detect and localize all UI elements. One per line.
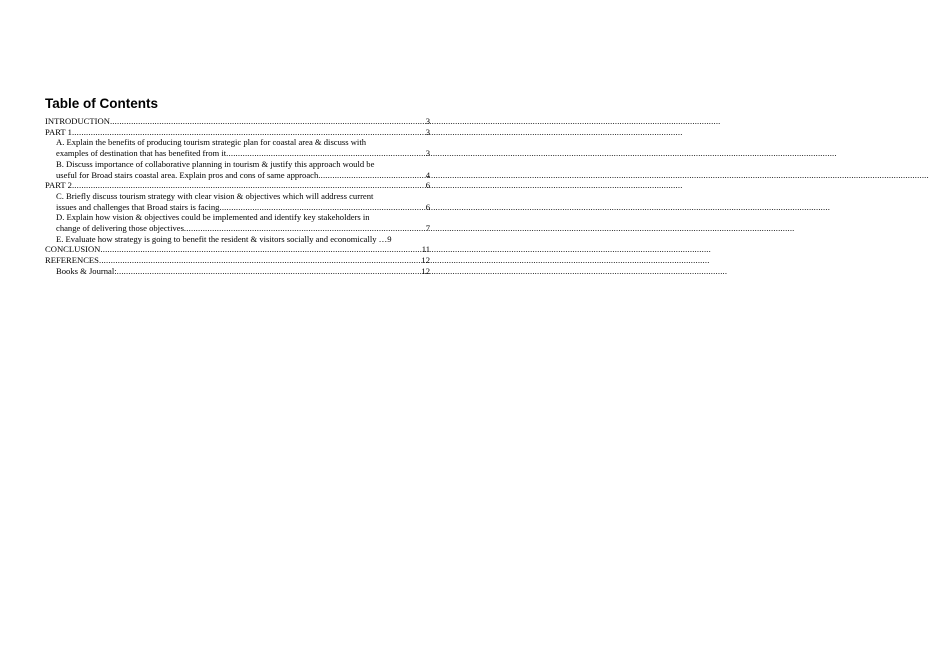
toc-entry-conclusion[interactable] [45, 244, 430, 255]
toc-entry-text: PART 1 [45, 126, 72, 137]
toc-entry-references[interactable] [45, 255, 430, 266]
dot-leader [72, 180, 426, 191]
toc-page-number: 12 [421, 265, 430, 276]
toc-entry-section-b[interactable] [45, 159, 430, 180]
toc-entry-section-d[interactable] [45, 212, 430, 233]
toc-entry-text: useful for Broad stairs coastal area. Explain pros and cons of same approach [56, 169, 319, 180]
toc-page-number: 9 [387, 233, 392, 244]
toc-entry-section-e[interactable] [45, 234, 430, 245]
toc-page-number: 6 [425, 180, 430, 191]
toc-entry-text: CONCLUSION [45, 244, 101, 255]
dot-leader [117, 266, 422, 277]
dot-leader [318, 170, 425, 181]
dot-leader [100, 244, 421, 255]
toc-page-number: 11 [421, 244, 430, 255]
toc-entry-text-line: C. Briefly discuss tourism strategy with clear vision & objectives which will address current [56, 190, 374, 201]
toc-entry-text-line: B. Discuss importance of collaborative planning in tourism & justify this approach would be [56, 158, 375, 169]
dot-leader [99, 255, 421, 266]
toc-entry-text: INTRODUCTION [45, 116, 110, 126]
toc-entry-text: PART 2 [45, 180, 72, 191]
table-of-contents [45, 96, 430, 277]
toc-page-number: 6 [425, 201, 430, 212]
toc-entry-text: examples of destination that has benefited from it [56, 148, 227, 159]
toc-entry-introduction[interactable] [45, 116, 430, 127]
dot-leader [226, 148, 426, 159]
toc-entry-text: change of delivering those objectives [56, 223, 184, 234]
toc-entry-books-journal[interactable] [45, 266, 430, 277]
toc-page-number: 7 [425, 223, 430, 234]
toc-entry-text-line: D. Explain how vision & objectives could be implemented and identify key stakeholders in [56, 212, 370, 223]
toc-page-number: 4 [425, 169, 430, 180]
toc-entry-text: Books & Journal: [56, 265, 117, 276]
toc-page-number: 12 [421, 255, 430, 266]
toc-page-number: 3 [425, 148, 430, 159]
toc-entry-text-line: A. Explain the benefits of producing tourism strategic plan for coastal area & discuss with [56, 137, 367, 148]
dot-leader [184, 223, 426, 234]
dot-leader [110, 116, 426, 127]
toc-title: Table of Contents [45, 96, 158, 111]
dot-leader [72, 127, 426, 138]
toc-entry-section-a[interactable] [45, 137, 430, 158]
toc-entry-text: E. Evaluate how strategy is going to benefit the resident & visitors socially and economically … [56, 233, 388, 244]
toc-page-number: 3 [425, 116, 430, 126]
toc-entry-part-1[interactable] [45, 127, 430, 138]
toc-entry-section-c[interactable] [45, 191, 430, 212]
toc-entry-text: REFERENCES [45, 255, 99, 266]
toc-page-number: 3 [425, 126, 430, 137]
toc-entry-part-2[interactable] [45, 180, 430, 191]
dot-leader [219, 202, 425, 213]
toc-entry-text: issues and challenges that Broad stairs is facing [56, 201, 220, 212]
